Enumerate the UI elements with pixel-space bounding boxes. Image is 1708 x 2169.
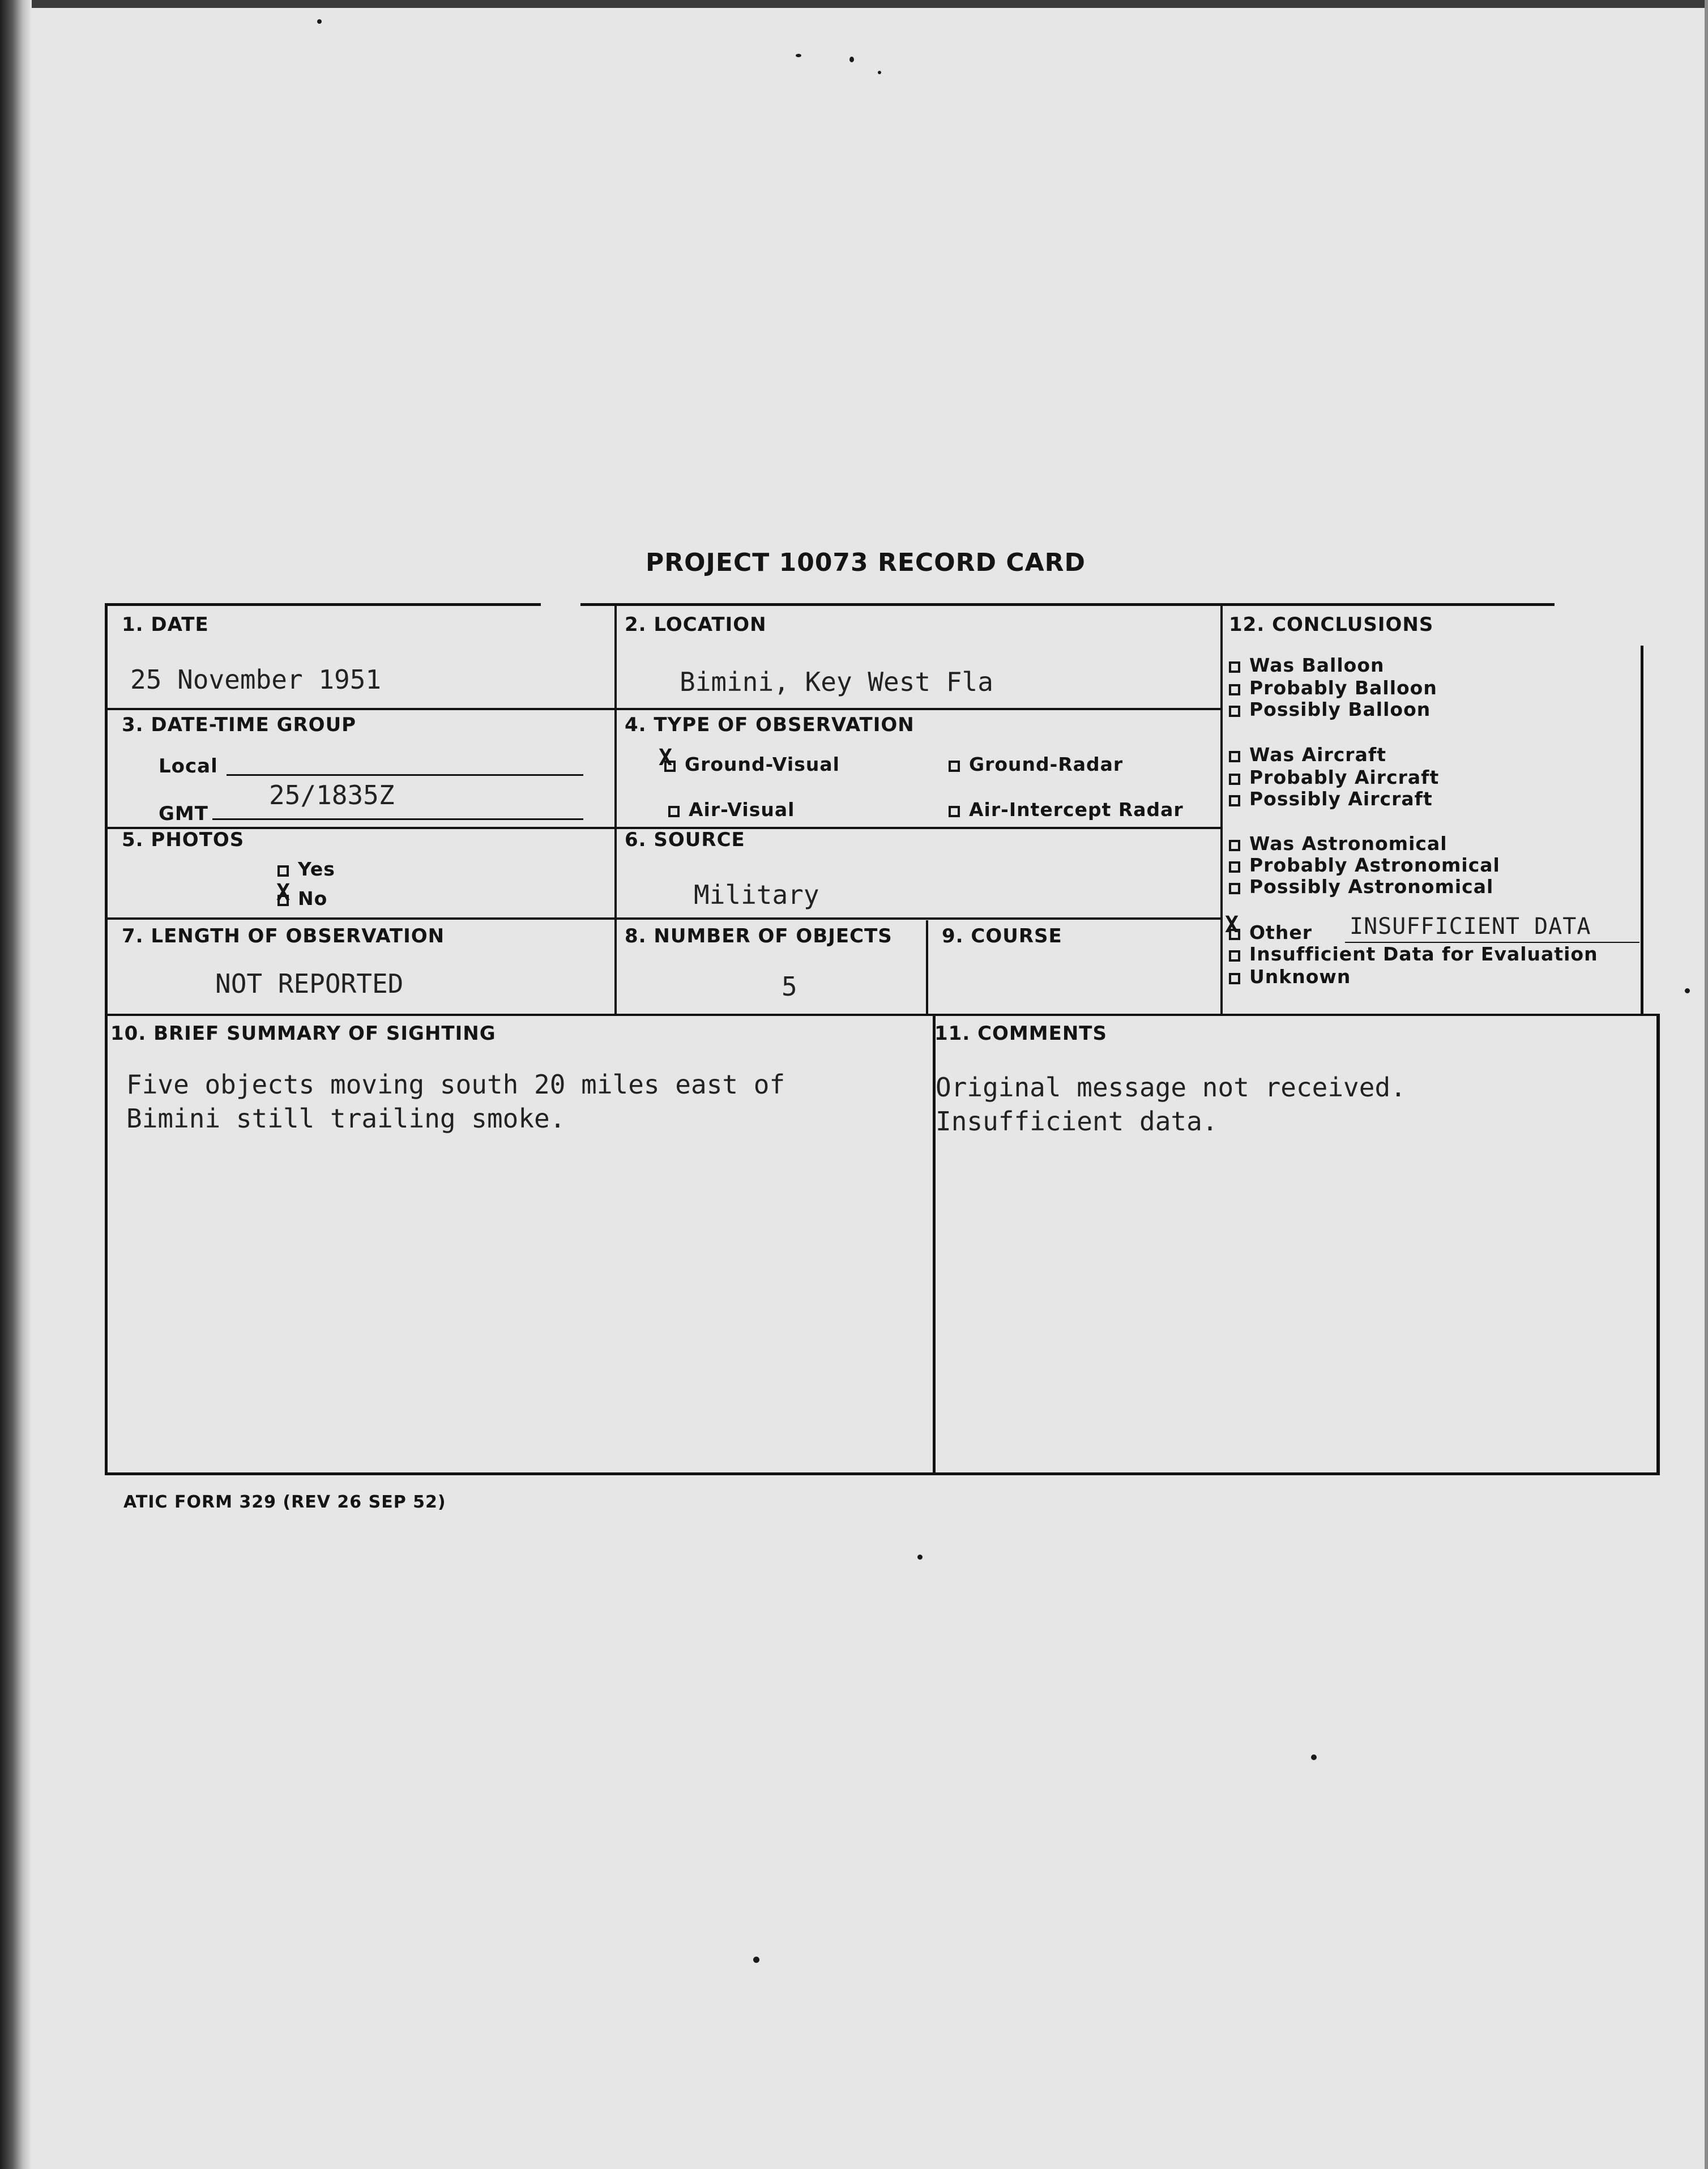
page-right-edge — [1705, 0, 1708, 2169]
conclusion-possibly-aircraft[interactable] — [1229, 788, 1433, 810]
page-top-edge — [0, 0, 1708, 8]
checkbox-icon[interactable] — [1229, 861, 1240, 873]
source-label: 6. SOURCE — [625, 829, 745, 851]
conclusion-possibly-balloon[interactable] — [1229, 698, 1431, 720]
date-label: 1. DATE — [122, 613, 209, 636]
checkbox-icon[interactable] — [668, 806, 680, 817]
comments-text — [936, 1070, 1406, 1138]
conclusion-text: Was Aircraft — [1249, 744, 1386, 766]
comments-line: Original message not received. — [936, 1072, 1406, 1103]
summary-label: 10. BRIEF SUMMARY OF SIGHTING — [110, 1022, 496, 1045]
checkbox-icon[interactable] — [1229, 706, 1240, 717]
air-visual-text: Air-Visual — [689, 799, 795, 821]
dust-speck — [1311, 1754, 1317, 1760]
dust-speck — [753, 1957, 759, 1963]
conclusion-text: Probably Astronomical — [1249, 854, 1500, 876]
conclusion-probably-aircraft[interactable] — [1229, 766, 1439, 788]
course-label: 9. COURSE — [942, 925, 1062, 947]
source-value: Military — [694, 879, 819, 910]
checkbox-icon[interactable] — [949, 761, 960, 772]
photos-yes-text: Yes — [298, 858, 335, 880]
photos-no-text: No — [298, 887, 328, 910]
conclusion-other-checkmark: X — [1225, 912, 1239, 938]
conclusion-text: Was Balloon — [1249, 654, 1385, 676]
form-footer: ATIC FORM 329 (REV 26 SEP 52) — [123, 1492, 446, 1512]
card-border-top — [580, 603, 1203, 606]
card-border-bottom — [105, 1472, 1660, 1475]
location-value: Bimini, Key West Fla — [680, 667, 993, 697]
card-border-right — [1656, 1014, 1660, 1475]
comments-label: 11. COMMENTS — [934, 1022, 1107, 1045]
dust-speck — [796, 54, 801, 57]
conclusions-label: 12. CONCLUSIONS — [1229, 613, 1434, 636]
grid-line — [614, 603, 617, 1014]
dust-speck — [849, 57, 854, 62]
gmt-underline — [212, 818, 583, 820]
summary-line: Five objects moving south 20 miles east of — [126, 1069, 785, 1100]
conclusion-probably-balloon[interactable] — [1229, 677, 1437, 699]
ground-visual-checkmark: X — [659, 745, 673, 771]
conclusion-insufficient[interactable] — [1229, 943, 1598, 965]
checkbox-icon[interactable] — [277, 865, 289, 877]
conclusion-text: Insufficient Data for Evaluation — [1249, 943, 1598, 965]
ground-visual-text: Ground-Visual — [685, 753, 840, 775]
page-left-edge — [0, 0, 32, 2169]
conclusion-text: Unknown — [1249, 966, 1351, 988]
card-border-top — [1147, 603, 1555, 606]
grid-line — [105, 917, 1220, 920]
checkbox-icon[interactable] — [1229, 973, 1240, 984]
conclusion-text: Other — [1249, 921, 1312, 943]
conclusion-possibly-astronomical[interactable] — [1229, 876, 1493, 898]
ground-radar-text: Ground-Radar — [969, 753, 1124, 775]
photos-yes-option[interactable] — [277, 858, 335, 880]
conclusion-was-balloon[interactable] — [1229, 654, 1385, 676]
checkbox-icon[interactable] — [949, 806, 960, 817]
gmt-value: 25/1835Z — [269, 780, 395, 810]
checkbox-icon[interactable] — [1229, 950, 1240, 962]
card-border-right — [1641, 646, 1643, 1014]
conclusion-probably-astronomical[interactable] — [1229, 854, 1500, 876]
location-label: 2. LOCATION — [625, 613, 767, 636]
checkbox-icon[interactable] — [1229, 840, 1240, 851]
date-value: 25 November 1951 — [130, 664, 382, 695]
conclusion-unknown[interactable] — [1229, 966, 1351, 988]
grid-line — [926, 920, 928, 1014]
conclusion-was-astronomical[interactable] — [1229, 832, 1447, 855]
objects-label: 8. NUMBER OF OBJECTS — [625, 925, 893, 947]
card-border-top — [105, 603, 541, 606]
conclusion-other-value: INSUFFICIENT DATA — [1350, 913, 1591, 940]
grid-line — [105, 708, 1220, 710]
dust-speck — [878, 71, 881, 74]
dust-speck — [917, 1555, 923, 1560]
conclusion-text: Probably Aircraft — [1249, 766, 1440, 788]
air-intercept-radar-option[interactable] — [949, 799, 1184, 821]
observation-type-label: 4. TYPE OF OBSERVATION — [625, 714, 915, 736]
grid-line — [1220, 603, 1223, 1014]
ground-visual-option[interactable] — [664, 753, 840, 775]
conclusion-text: Possibly Astronomical — [1249, 876, 1494, 898]
grid-line — [105, 1014, 1660, 1016]
photos-no-checkmark: X — [276, 879, 291, 906]
summary-line: Bimini still trailing smoke. — [126, 1103, 566, 1134]
photos-label: 5. PHOTOS — [122, 829, 245, 851]
record-card — [105, 603, 1660, 1475]
conclusion-text: Probably Balloon — [1249, 677, 1437, 699]
conclusion-other[interactable] — [1229, 921, 1312, 943]
length-label: 7. LENGTH OF OBSERVATION — [122, 925, 445, 947]
local-label: Local — [159, 755, 218, 778]
objects-value: 5 — [782, 971, 797, 1002]
checkbox-icon[interactable] — [1229, 795, 1240, 806]
local-underline — [227, 774, 583, 776]
checkbox-icon[interactable] — [1229, 661, 1240, 673]
conclusion-was-aircraft[interactable] — [1229, 744, 1386, 766]
checkbox-icon[interactable] — [1229, 883, 1240, 894]
conclusion-text: Was Astronomical — [1249, 832, 1447, 855]
air-visual-option[interactable] — [668, 799, 795, 821]
checkbox-icon[interactable] — [1229, 774, 1240, 785]
card-title: PROJECT 10073 RECORD CARD — [646, 548, 1086, 577]
checkbox-icon[interactable] — [1229, 684, 1240, 695]
ground-radar-option[interactable] — [949, 753, 1123, 775]
datetime-group-label: 3. DATE-TIME GROUP — [122, 714, 357, 736]
dust-speck — [317, 19, 322, 24]
comments-line: Insufficient data. — [936, 1106, 1218, 1137]
card-border-left — [105, 603, 108, 1475]
air-intercept-radar-text: Air-Intercept Radar — [969, 799, 1184, 821]
checkbox-icon[interactable] — [1229, 751, 1240, 762]
conclusion-text: Possibly Aircraft — [1249, 788, 1433, 810]
dust-speck — [1685, 988, 1690, 993]
gmt-label: GMT — [159, 802, 208, 825]
summary-text — [126, 1068, 785, 1135]
length-value: NOT REPORTED — [215, 968, 404, 999]
conclusion-text: Possibly Balloon — [1249, 698, 1431, 720]
